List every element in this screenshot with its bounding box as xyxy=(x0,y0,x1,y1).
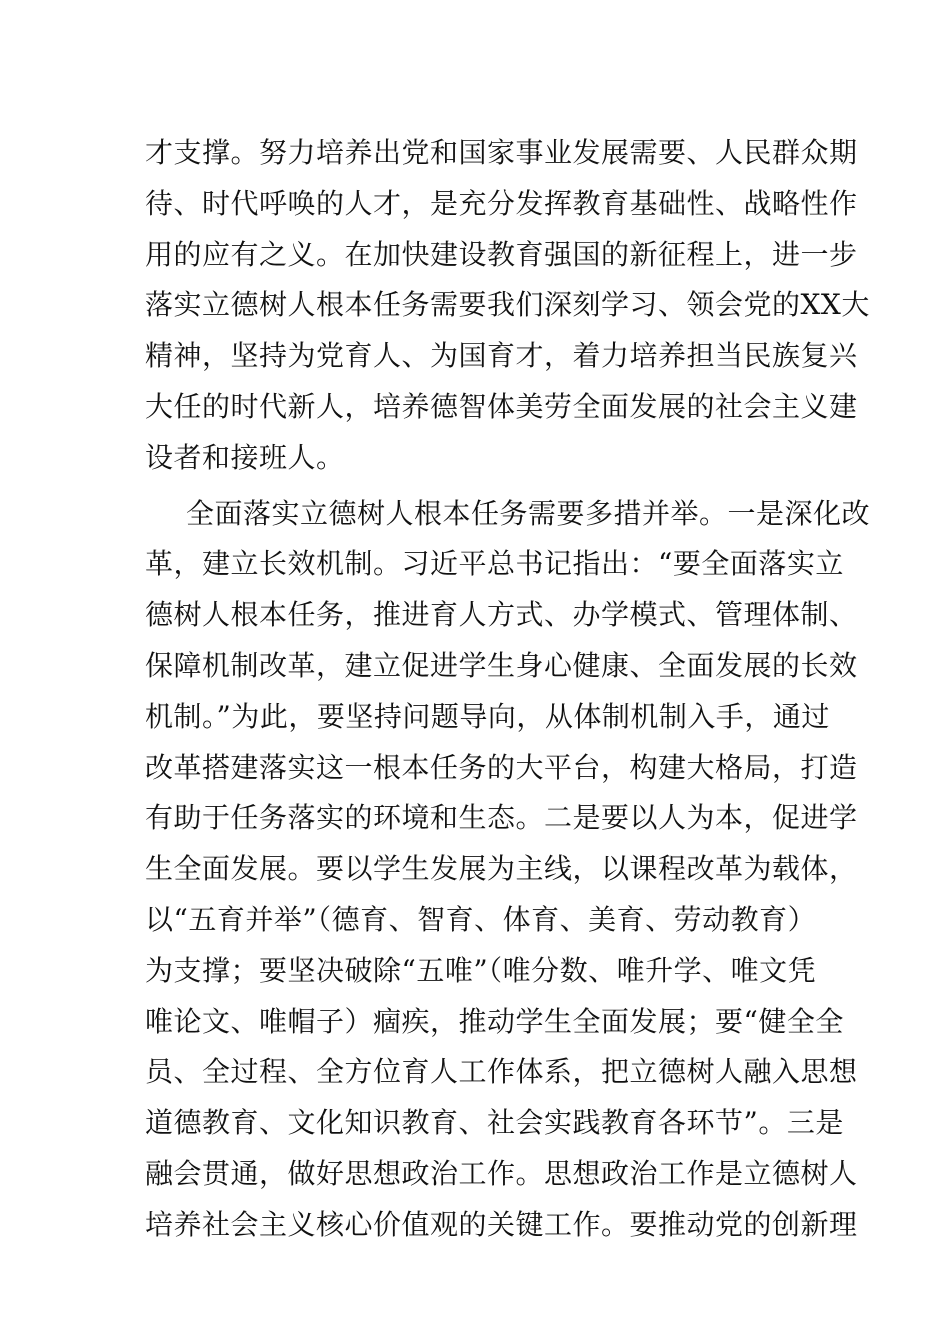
text-line: 才支撑。努力培养出党和国家事业发展需要、人民群众期 xyxy=(145,136,858,169)
text-line: 德树人根本任务，推进育人方式、办学模式、管理体制、 xyxy=(145,598,858,632)
text-line: 机制。”为此，要坚持问题导向，从体制机制入手，通过 xyxy=(145,699,830,733)
text-line: 道德教育、文化知识教育、社会实践教育各环节”。三是 xyxy=(145,1106,844,1140)
text-line: 改革搭建落实这一根本任务的大平台，构建大格局，打造 xyxy=(145,750,858,784)
document-body xyxy=(145,128,871,1251)
paragraph-2 xyxy=(145,489,871,1251)
text-line: 以“五育并举”（德育、智育、体育、美育、劳动教育） xyxy=(145,902,817,936)
text-line: 为支撑；要坚决破除“五唯”（唯分数、唯升学、唯文凭 xyxy=(145,953,817,987)
text-line: 员、全过程、全方位育人工作体系，把立德树人融入思想 xyxy=(145,1055,858,1089)
paragraph-1 xyxy=(145,128,870,484)
text-line: 有助于任务落实的环境和生态。二是要以人为本，促进学 xyxy=(145,801,858,835)
text-line: 唯论文、唯帽子）痼疾，推动学生全面发展；要“健全全 xyxy=(145,1004,844,1038)
text-line: 革，建立长效机制。习近平总书记指出：“要全面落实立 xyxy=(145,547,844,581)
text-line: 全面落实立德树人根本任务需要多措并举。一是深化改 xyxy=(186,496,871,530)
text-line: 落实立德树人根本任务需要我们深刻学习、领会党的XX大 xyxy=(145,288,870,322)
text-line: 大任的时代新人，培养德智体美劳全面发展的社会主义建 xyxy=(145,389,858,423)
text-line: 精神，坚持为党育人、为国育才，着力培养担当民族复兴 xyxy=(145,339,858,373)
text-line: 用的应有之义。在加快建设教育强国的新征程上，进一步 xyxy=(145,237,858,271)
text-line: 设者和接班人。 xyxy=(145,440,345,474)
text-line: 待、时代呼唤的人才，是充分发挥教育基础性、战略性作 xyxy=(145,186,858,220)
text-line: 融会贯通，做好思想政治工作。思想政治工作是立德树人 xyxy=(145,1156,858,1190)
text-line: 培养社会主义核心价值观的关键工作。要推动党的创新理 xyxy=(145,1207,858,1241)
text-line: 生全面发展。要以学生发展为主线，以课程改革为载体， xyxy=(145,852,858,886)
text-line: 保障机制改革，建立促进学生身心健康、全面发展的长效 xyxy=(145,648,858,682)
